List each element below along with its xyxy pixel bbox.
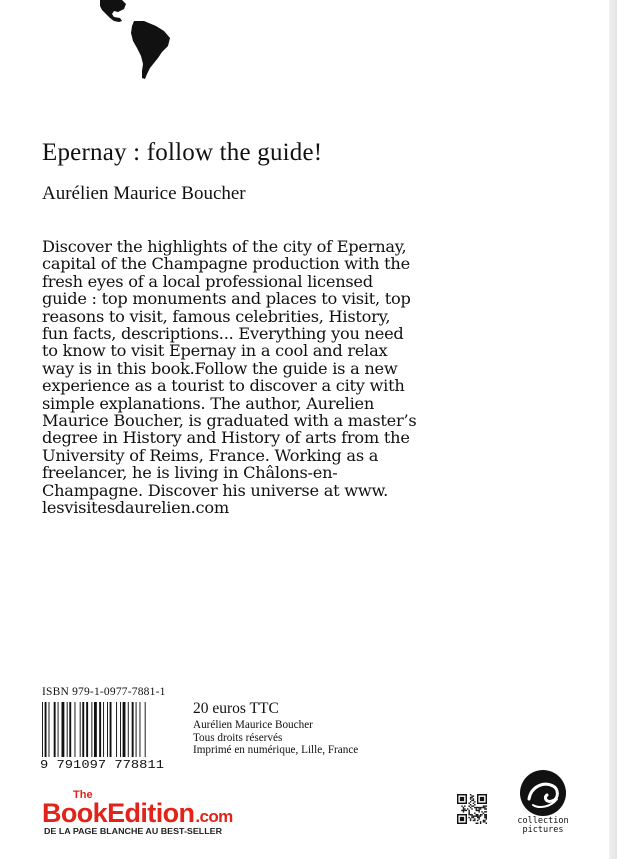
qr-module bbox=[470, 820, 471, 821]
qr-module bbox=[461, 810, 462, 811]
qr-module bbox=[464, 805, 465, 806]
qr-module bbox=[480, 821, 481, 822]
qr-module bbox=[477, 814, 478, 815]
isbn-number: ISBN 979-1-0977-7881-1 bbox=[42, 686, 166, 698]
logo-the-text: The bbox=[73, 789, 93, 801]
description-line: capital of the Champagne production with the bbox=[42, 254, 410, 274]
barcode-bar bbox=[123, 702, 126, 757]
qr-module bbox=[471, 805, 472, 806]
qr-module bbox=[464, 808, 465, 809]
info-author: Aurélien Maurice Boucher bbox=[193, 719, 313, 731]
qr-module bbox=[473, 798, 474, 799]
qr-module bbox=[473, 817, 474, 818]
barcode-bar bbox=[120, 702, 121, 757]
qr-module bbox=[460, 817, 464, 821]
page-edge bbox=[609, 0, 617, 859]
qr-module bbox=[483, 805, 484, 806]
info-printing: Imprimé en numérique, Lille, France bbox=[193, 744, 359, 757]
qr-module bbox=[486, 817, 487, 818]
qr-module bbox=[486, 808, 487, 809]
collection-label: collection bbox=[517, 816, 569, 826]
book-price: 20 euros TTC bbox=[193, 700, 279, 717]
qr-module bbox=[468, 810, 469, 811]
qr-module bbox=[484, 815, 485, 816]
qr-module bbox=[460, 797, 464, 801]
qr-module bbox=[486, 818, 487, 819]
qr-module bbox=[471, 800, 472, 801]
qr-module bbox=[478, 807, 479, 808]
qr-module bbox=[486, 811, 487, 812]
barcode-bar bbox=[110, 702, 112, 757]
qr-module bbox=[483, 821, 484, 822]
qr-module bbox=[483, 820, 484, 821]
qr-module bbox=[470, 818, 471, 819]
qr-module bbox=[476, 815, 477, 816]
qr-module bbox=[477, 820, 478, 821]
qr-module bbox=[470, 798, 471, 799]
barcode-bar bbox=[54, 702, 56, 757]
qr-module bbox=[484, 814, 485, 815]
barcode-bar bbox=[58, 702, 59, 757]
qr-module bbox=[476, 814, 477, 815]
barcode-bar bbox=[67, 702, 68, 757]
qr-module bbox=[461, 805, 462, 806]
description-line: University of Reims, France. Working as a bbox=[42, 445, 379, 465]
qr-module bbox=[474, 813, 475, 814]
qr-module bbox=[470, 804, 471, 805]
qr-module bbox=[468, 803, 469, 804]
description-line: simple explanations. The author, Aurelien bbox=[42, 393, 375, 413]
qr-module bbox=[471, 817, 472, 818]
qr-module bbox=[471, 797, 472, 798]
qr-module bbox=[476, 823, 477, 824]
qr-module bbox=[467, 808, 468, 809]
qr-module bbox=[473, 805, 474, 806]
qr-module bbox=[471, 814, 472, 815]
qr-module bbox=[477, 807, 478, 808]
barcode-bar bbox=[94, 702, 97, 757]
qr-module bbox=[480, 823, 481, 824]
qr-module bbox=[471, 815, 472, 816]
barcode-bar bbox=[107, 702, 108, 757]
qr-module bbox=[476, 807, 477, 808]
book-author: Aurélien Maurice Boucher bbox=[42, 183, 246, 204]
qr-module bbox=[480, 807, 481, 808]
qr-module bbox=[468, 811, 469, 812]
collection-pictures-logo bbox=[510, 769, 576, 841]
barcode-bar bbox=[49, 702, 50, 757]
description-line: Maurice Boucher, is graduated with a master’s bbox=[42, 411, 417, 431]
qr-module bbox=[470, 794, 471, 795]
collection-name: pictures bbox=[522, 825, 564, 835]
qr-module bbox=[473, 815, 474, 816]
description-line: way is in this book.Follow the guide is a new bbox=[42, 358, 398, 378]
description-line: reasons to visit, famous celebrities, History, bbox=[42, 306, 391, 326]
barcode-bar bbox=[136, 702, 137, 757]
description-line: lesvisitesdaurelien.com bbox=[42, 498, 229, 518]
qr-module bbox=[477, 815, 478, 816]
barcode-bar bbox=[80, 702, 81, 757]
qr-module bbox=[466, 810, 467, 811]
barcode-bar bbox=[103, 702, 104, 757]
barcode-bar bbox=[69, 702, 71, 757]
qr-module bbox=[483, 807, 484, 808]
qr-module bbox=[480, 814, 481, 815]
barcode-bar bbox=[140, 702, 141, 757]
qr-module bbox=[486, 805, 487, 806]
qr-module bbox=[471, 795, 472, 796]
barcode-bar bbox=[62, 702, 65, 757]
qr-module bbox=[484, 811, 485, 812]
qr-module bbox=[476, 810, 477, 811]
info-rights: Tous droits réservés bbox=[193, 731, 283, 744]
qr-module bbox=[486, 823, 487, 824]
qr-module bbox=[478, 818, 479, 819]
description-line: to know to visit Epernay in a cool and relax bbox=[42, 341, 388, 361]
qr-module bbox=[478, 817, 479, 818]
qr-module bbox=[483, 813, 484, 814]
barcode-bar bbox=[99, 702, 101, 757]
qr-module bbox=[486, 814, 487, 815]
qr-module bbox=[468, 817, 469, 818]
description-line: Discover the highlights of the city of Epernay, bbox=[42, 237, 407, 256]
qr-module bbox=[473, 803, 474, 804]
barcode-bar bbox=[45, 702, 47, 757]
world-map-icon bbox=[100, 0, 185, 80]
qr-module bbox=[477, 810, 478, 811]
qr-module bbox=[468, 805, 469, 806]
qr-module bbox=[484, 805, 485, 806]
qr-module bbox=[470, 801, 471, 802]
qr-module bbox=[463, 810, 464, 811]
book-title: Epernay : follow the guide! bbox=[42, 139, 323, 166]
qr-module bbox=[484, 820, 485, 821]
qr-module bbox=[477, 823, 478, 824]
qr-module bbox=[473, 800, 474, 801]
collection-swirl-icon bbox=[519, 769, 567, 817]
qr-module bbox=[480, 808, 481, 809]
qr-module bbox=[476, 808, 477, 809]
qr-module bbox=[474, 801, 475, 802]
description-line: freelancer, he is living in Châlons-en- bbox=[42, 463, 338, 483]
qr-module bbox=[474, 807, 475, 808]
description-line: guide : top monuments and places to visit, top bbox=[42, 289, 411, 309]
qr-module bbox=[474, 820, 475, 821]
barcode-bar bbox=[75, 702, 76, 757]
barcode-bar bbox=[132, 702, 134, 757]
qr-module bbox=[477, 817, 478, 818]
barcode-bar bbox=[145, 702, 146, 757]
qr-module bbox=[474, 804, 475, 805]
qr-module bbox=[481, 807, 482, 808]
bookedition-logo bbox=[42, 787, 252, 839]
qr-module bbox=[463, 807, 464, 808]
qr-module bbox=[470, 807, 471, 808]
logo-tagline: DE LA PAGE BLANCHE AU BEST-SELLER bbox=[44, 827, 223, 836]
qr-module bbox=[478, 810, 479, 811]
qr-module bbox=[470, 814, 471, 815]
qr-module bbox=[470, 797, 471, 798]
description-line: Champagne. Discover his universe at www. bbox=[42, 480, 389, 500]
barcode-bar bbox=[82, 702, 84, 757]
qr-module bbox=[468, 813, 469, 814]
qr-module bbox=[486, 815, 487, 816]
qr-module bbox=[473, 820, 474, 821]
description-line: fun facts, descriptions... Everything you need bbox=[42, 324, 404, 344]
publishing-info bbox=[193, 719, 358, 757]
qr-module bbox=[463, 811, 464, 812]
qr-module bbox=[474, 815, 475, 816]
barcode-icon bbox=[40, 700, 172, 770]
barcode-bar bbox=[86, 702, 88, 757]
qr-module bbox=[463, 808, 464, 809]
barcode-bar bbox=[91, 702, 92, 757]
qr-module bbox=[484, 808, 485, 809]
qr-module bbox=[478, 811, 479, 812]
qr-module bbox=[481, 814, 482, 815]
qr-module bbox=[468, 814, 469, 815]
qr-module bbox=[473, 795, 474, 796]
qr-module bbox=[484, 817, 485, 818]
qr-module bbox=[480, 815, 481, 816]
qr-module bbox=[480, 797, 484, 801]
qr-module bbox=[471, 808, 472, 809]
qr-module bbox=[478, 808, 479, 809]
logo-name-text: BookEdition.com bbox=[42, 798, 233, 828]
qr-module bbox=[484, 807, 485, 808]
qr-module bbox=[474, 818, 475, 819]
description-line: experience as a tourist to discover a city with bbox=[42, 376, 405, 396]
qr-module bbox=[484, 821, 485, 822]
qr-module bbox=[464, 810, 465, 811]
qr-module bbox=[481, 811, 482, 812]
qr-module bbox=[478, 815, 479, 816]
book-description bbox=[42, 238, 462, 517]
barcode-bar bbox=[128, 702, 129, 757]
qr-code-icon bbox=[457, 794, 487, 824]
barcode-bar bbox=[42, 702, 43, 757]
description-line: fresh eyes of a local professional licensed bbox=[42, 271, 373, 291]
barcode-bar bbox=[116, 702, 117, 757]
description-line: degree in History and History of arts from the bbox=[42, 428, 410, 448]
barcode-digits: 9 791097 778811 bbox=[40, 759, 165, 770]
